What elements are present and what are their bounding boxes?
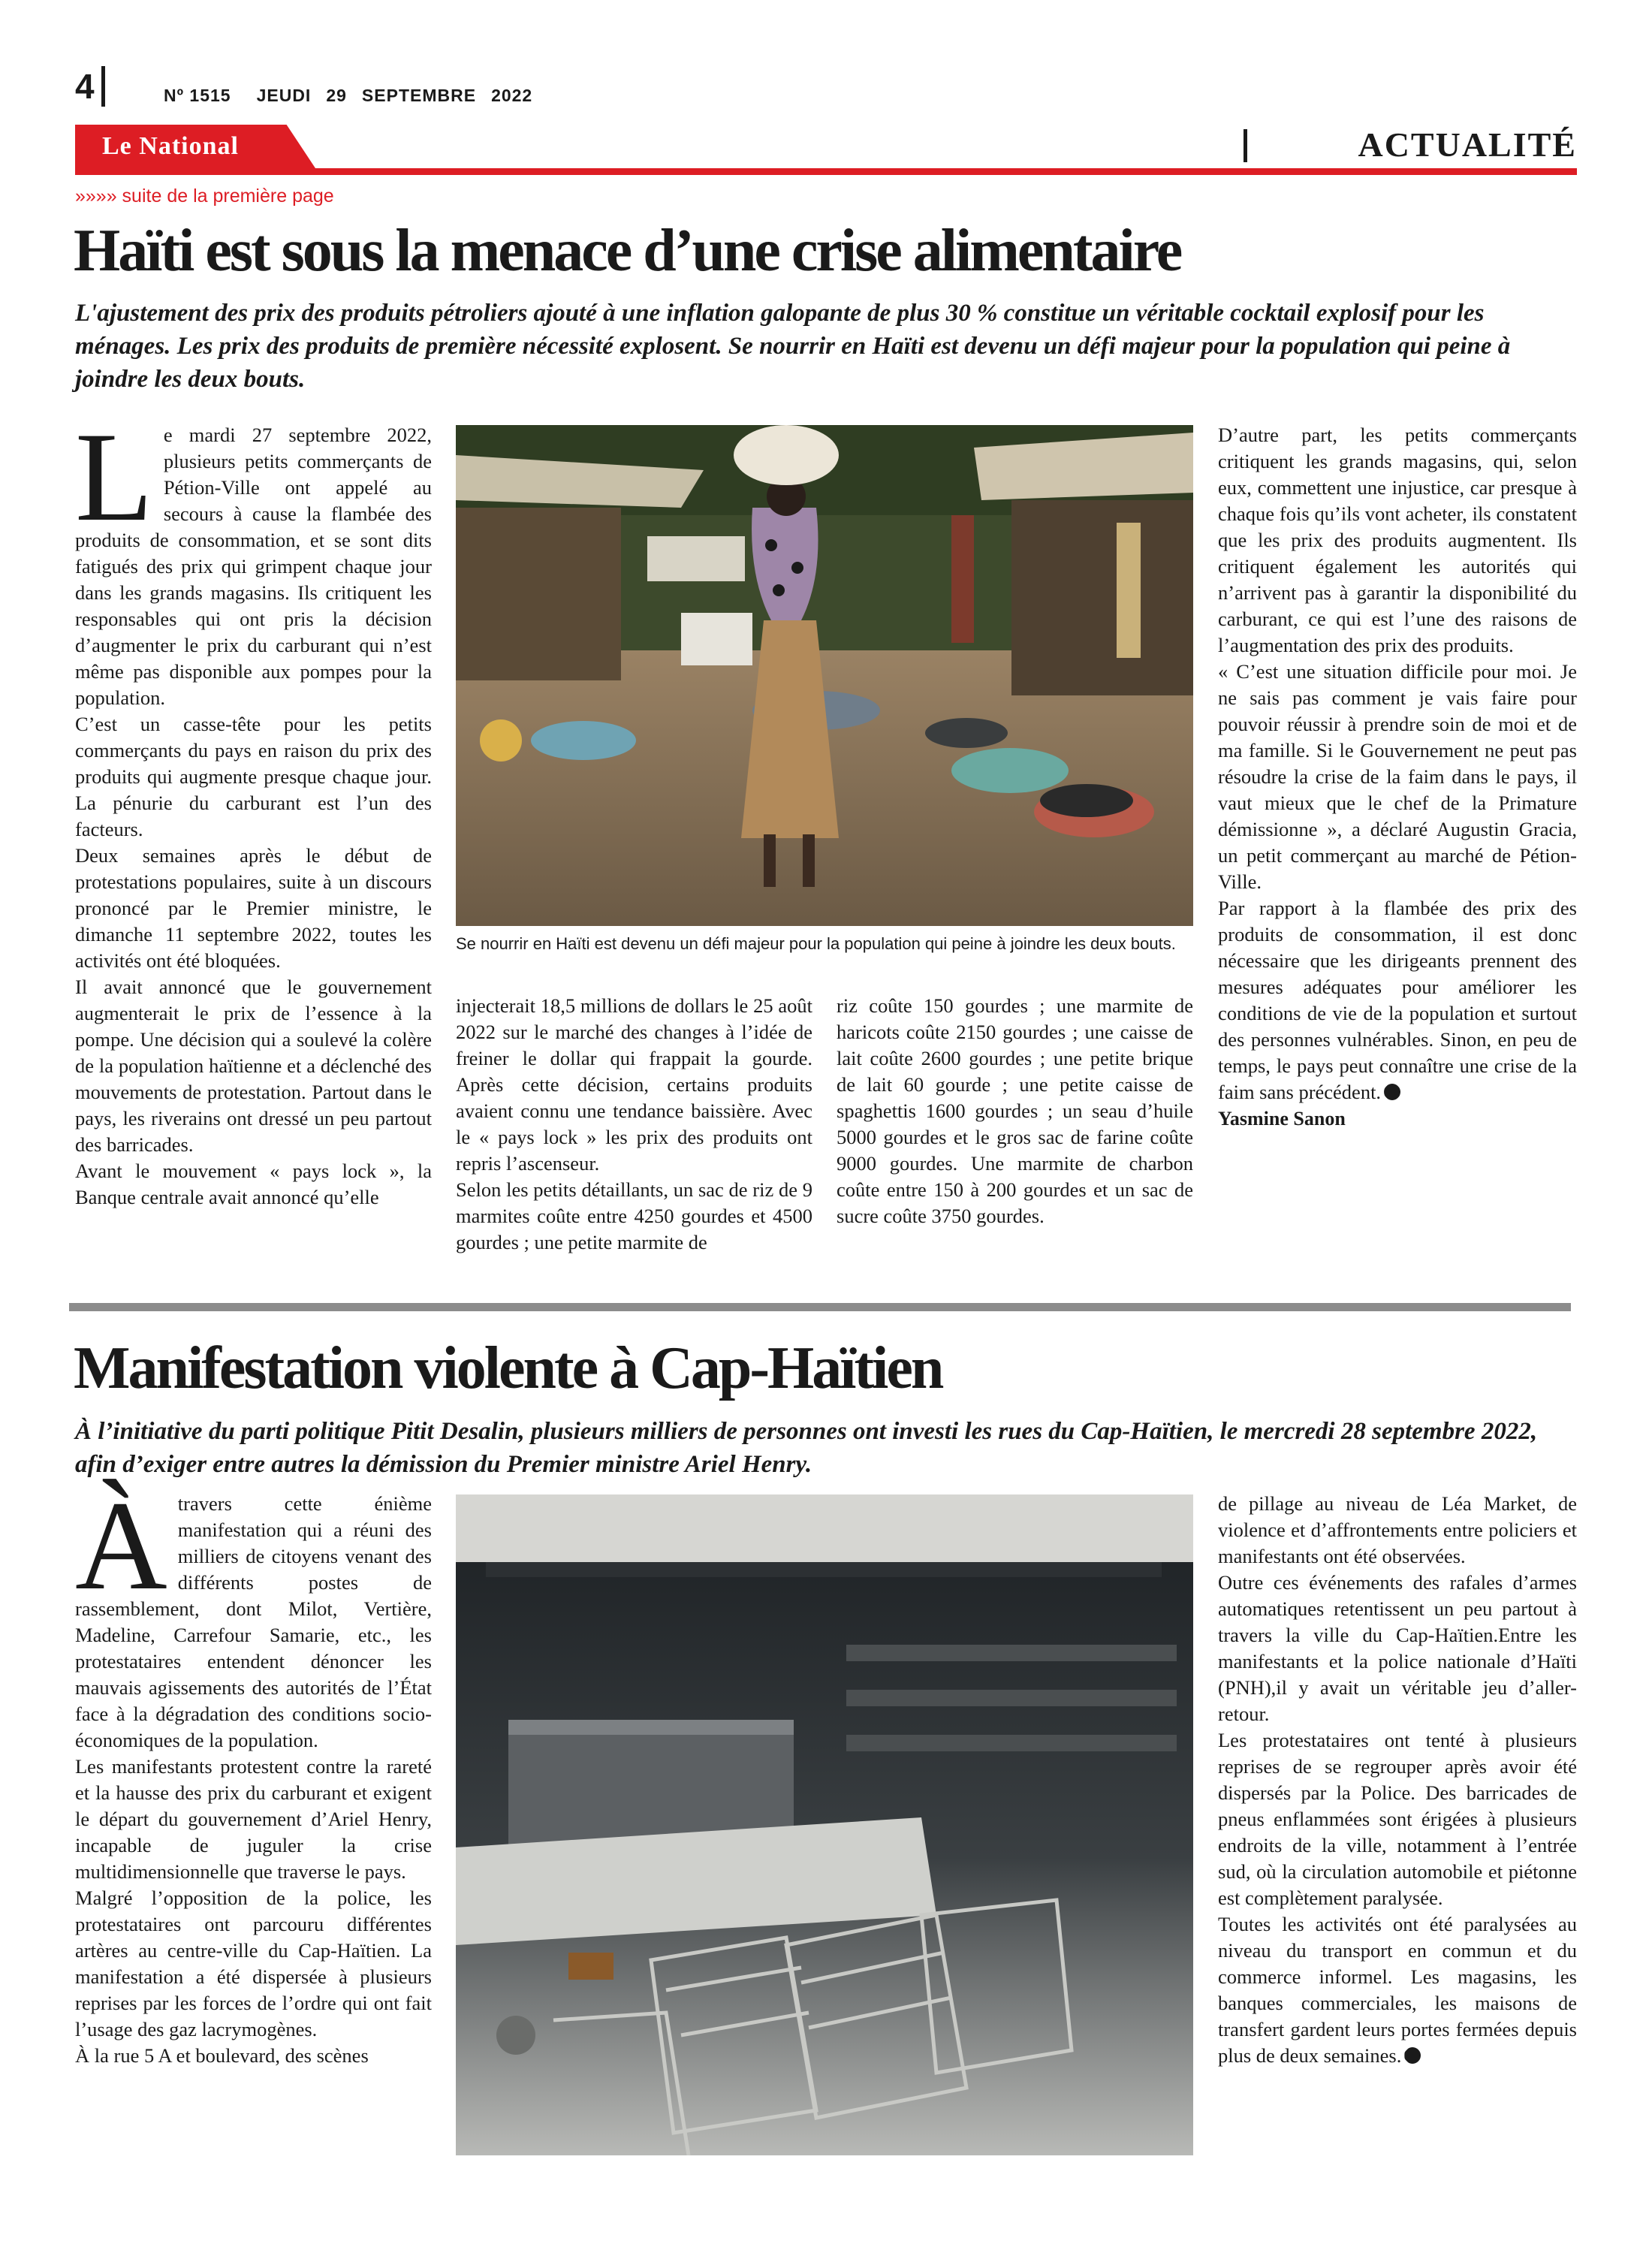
issue-date-day: 29 (326, 86, 347, 105)
article1-drop-cap: L (75, 406, 153, 547)
article1-byline: Yasmine Sanon (1218, 1108, 1346, 1130)
article2-paragraph: À la rue 5 A et boulevard, des scènes (75, 2044, 369, 2067)
end-of-article-icon (1404, 2047, 1421, 2064)
article1-column-4 (1218, 422, 1577, 1132)
article2-column-2 (1218, 1491, 1577, 2069)
article1-paragraph: Avant le mouvement « pays lock », la Banque centrale avait annoncé qu’elle (75, 1160, 432, 1208)
article1-paragraph: e mardi 27 septembre 2022, plusieurs petits commerçants de Pétion-Ville ont appelé au secours à cause la flambée des produits de consommation, et se sont dits fatigués des prix qui grimpent chaque jour dans les grands magasins. Ils critiquent les responsables qui ont pris la décision d’augmenter le prix du carburant qui n’est même pas disponible aux pompes pour la population. (75, 424, 432, 709)
section-divider (1244, 129, 1247, 162)
issue-month: SEPTEMBRE (361, 86, 477, 105)
market-photo (456, 425, 1193, 926)
article1-standfirst: L'ajustement des prix des produits pétroliers ajouté à une inflation galopante de plus 30 % constitue un véritable cocktail explosif pour les ménages. Les prix des produits de première nécessité explosent. Se nourrir en Haïti est devenu un défi majeur pour la population qui peine à joindre les deux bouts. (75, 300, 1511, 393)
continued-note: »»»» suite de la première page (75, 185, 334, 207)
article1-paragraph: Selon les petits détaillants, un sac de riz de 9 marmites coûte entre 4250 gourdes et 4500 gourdes ; une petite marmite de (456, 1178, 812, 1253)
article2-paragraph: Malgré l’opposition de la police, les protestataires ont parcouru différentes artères au centre-ville du Cap-Haïtien. La manifestation a été dispersée à plusieurs reprises par les forces de l’ordre qui ont fait l’usage des gaz lacrymogènes. (75, 1887, 432, 2040)
article1-paragraph-text: Par rapport à la flambée des prix des produits de consommation, il est donc nécessaire que les dirigeants prennent des mesures adéquates pour améliorer les conditions de vie de la population et surtout des personnes vulnérables. Sinon, en peu de temps, le pays peut connaître une crise de la faim sans précédent. (1218, 897, 1577, 1103)
article1-headline: Haïti est sous la menace d’une crise alimentaire (74, 218, 1181, 284)
article1-paragraph: injecterait 18,5 millions de dollars le 25 août 2022 sur le marché des changes à l’idée de freiner le dollar qui frappait la gourde. Après cette décision, certains produits avaient connu une tendance baissière. Avec le « pays lock » les prix des produits ont repris l’ascenseur. (456, 994, 812, 1175)
article1-column-1 (75, 406, 432, 1211)
article2-paragraph: Les protestataires ont tenté à plusieurs reprises de se regrouper après avoir été dispersés par la Police. Des barricades de pneus enflammées sont érigées à plusieurs endroits de la ville, notamment à l’entrée sud, où la circulation automobile et piétonne est complètement paralysée. (1218, 1729, 1577, 1909)
article1-paragraph: Deux semaines après le début de protestations populaires, suite à un discours prononcé par le Premier ministre, le dimanche 11 septembre 2022, toutes les activités ont été bloquées. (75, 844, 432, 972)
page-number: 4 (75, 67, 95, 106)
article2-paragraph: de pillage au niveau de Léa Market, de violence et d’affrontements entre policiers et manifestants ont été observées. (1218, 1492, 1577, 1567)
article2-standfirst: À l’initiative du parti politique Pitit Desalin, plusieurs milliers de personnes ont investi les rues du Cap-Haïtien, le mercredi 28 septembre 2022, afin d’exiger entre autres la démission du Premier ministre Ariel Henry. (75, 1418, 1538, 1478)
article1-paragraph: D’autre part, les petits commerçants critiquent les grands magasins, qui, selon eux, commettent une injustice, car presque à chaque fois qu’ils vont acheter, ils constatent que les prix des produits augmentent. Ils critiquent également les autorités qui n’arrivent pas à garantir la disponibilité du carburant, ce qui est l’une des raisons de l’augmentation des prix des produits. (1218, 424, 1577, 656)
looted-store-photo (456, 1494, 1193, 2155)
article2-paragraph-text: Toutes les activités ont été paralysées au niveau du transport en commun et du commerce informel. Les magasins, les banques commerciales, les maisons de transfert gardent leurs portes fermées depuis plus de deux semaines. (1218, 1913, 1577, 2067)
article2-drop-cap: À (75, 1475, 167, 1616)
market-photo-caption: Se nourrir en Haïti est devenu un défi majeur pour la population qui peine à joindre les deux bouts. (456, 934, 1176, 953)
article1-column-2 (456, 993, 812, 1256)
looted-store-photo-illustration (456, 1494, 1193, 2155)
article2-paragraph: Outre ces événements des rafales d’armes automatiques retentissent un peu partout à travers la ville du Cap-Haïtien.Entre les manifestants et la police nationale d’Haïti (PNH),il y avait un véritable jeu d’aller-retour. (1218, 1571, 1577, 1725)
article1-paragraph: Il avait annoncé que le gouvernement augmenterait le prix de l’essence à la pompe. Une décision qui a soulevé la colère de la population haïtienne et a déclenché des mouvements de protestation. Partout dans le pays, les riverains ont dressé un peu partout des barricades. (75, 976, 432, 1156)
header-rule (75, 168, 1577, 175)
article1-paragraph: C’est un casse-tête pour les petits commerçants du pays en raison du prix des produits qui augmente presque chaque jour. La pénurie du carburant est l’un des facteurs. (75, 713, 432, 840)
article2-paragraph (1218, 1911, 1577, 2069)
issue-info (164, 86, 532, 106)
page-number-divider (101, 66, 105, 107)
article-separator (69, 1303, 1571, 1311)
article1-column-3 (837, 993, 1193, 1229)
article1-paragraph: riz coûte 150 gourdes ; une marmite de haricots coûte 2150 gourdes ; une caisse de lait coûte 2600 gourdes ; une petite brique de lait 60 gourde ; une petite caisse de spaghettis 1600 gourdes ; un seau d’huile 5000 gourdes et le gros sac de farine coûte 9000 gourdes. Une marmite de charbon coûte entre 150 à 200 gourdes et un sac de sucre coûte 3750 gourdes. (837, 994, 1193, 1227)
issue-year: 2022 (491, 86, 533, 105)
brand-logo: Le National (102, 132, 239, 160)
article2-headline: Manifestation violente à Cap-Haïtien (74, 1335, 942, 1401)
article1-paragraph (1218, 895, 1577, 1105)
market-photo-illustration (456, 425, 1193, 926)
section-label: ACTUALITÉ (1358, 125, 1577, 164)
article1-paragraph: « C’est une situation difficile pour moi. Je ne sais pas comment je vais faire pour pouvoir réussir à prendre soin de moi et de ma famille. Si le Gouvernement ne peut pas résoudre la crise de la faim dans le pays, il vaut mieux que le chef de la Primature démissionne », a déclaré Augustin Gracia, un petit commerçant au marché de Pétion-Ville. (1218, 660, 1577, 893)
article2-paragraph: travers cette énième manifestation qui a réuni des milliers de citoyens venant des différents postes de rassemblement, dont Milot, Vertière, Madeline, Carrefour Samarie, etc., les protestataires entendent dénoncer les mauvais agissements des autorités de l’État face à la dégradation des conditions socio-économiques de la population. (75, 1492, 432, 1751)
article2-column-1 (75, 1475, 432, 2069)
end-of-article-icon (1384, 1084, 1400, 1100)
issue-number: Nº 1515 (164, 86, 231, 105)
article2-paragraph: Les manifestants protestent contre la rareté et la hausse des prix du carburant et exigent le départ du gouvernement d’Ariel Henry, incapable de juguler la crise multidimensionnelle que traverse le pays. (75, 1755, 432, 1883)
issue-day: JEUDI (256, 86, 312, 105)
